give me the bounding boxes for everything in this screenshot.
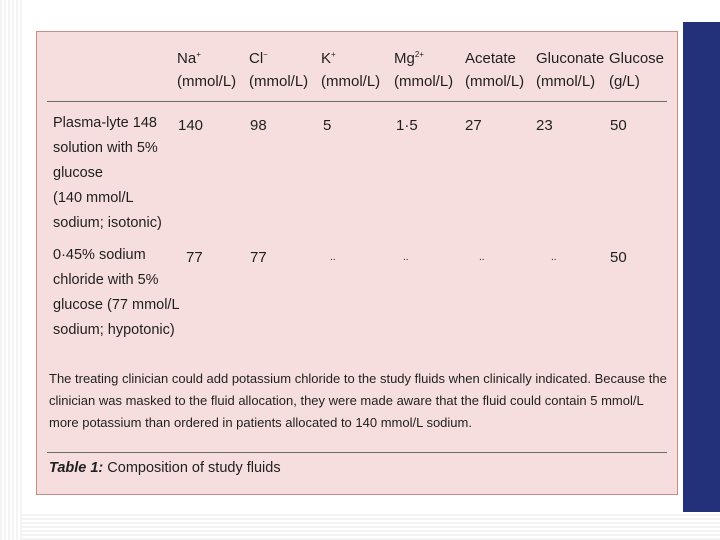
header-mg: $Mg^{2+}$ (mmol/L) xyxy=(394,50,454,90)
cell-sodium-chloride-acetate: .. xyxy=(479,252,485,263)
cell-sodium-chloride-cl: 77 xyxy=(250,249,267,266)
cell-plasmalyte-gluconate: 23 xyxy=(536,117,553,134)
cell-plasmalyte-na: 140 xyxy=(178,117,204,134)
cell-sodium-chloride-glucose: 50 xyxy=(610,249,627,266)
row-label-plasmalyte: Plasma-lyte 148 solution with 5% glucose (140 mmol/L sodium; isotonic) xyxy=(53,115,162,231)
bottom-margin-strip xyxy=(22,512,720,540)
table-card xyxy=(36,31,678,495)
table-footnote: The treating clinician could add potassium chloride to the study fluids when clinically indicated. Because the clinician was masked to the fluid allocation, they were made aware that the fluid could contain 5 mmol/L more potassium than ordered in patients allocated to 140 mmol/L sodium. xyxy=(49,371,667,430)
header-glucose: Glucose (g/L) xyxy=(609,50,665,90)
cell-plasmalyte-mg: 1·5 xyxy=(396,117,418,134)
right-bar-notch xyxy=(683,0,720,22)
header-cl: Cl− (mmol/L) xyxy=(249,50,309,90)
table-caption xyxy=(49,460,281,476)
cell-plasmalyte-acetate: 27 xyxy=(465,117,482,134)
header-k: K+ (mmol/L) xyxy=(321,50,381,90)
cell-plasmalyte-cl: 98 xyxy=(250,117,267,134)
cell-plasmalyte-k: 5 xyxy=(323,117,332,134)
header-acetate: Acetate (mmol/L) xyxy=(465,50,525,90)
caption-label: Table 1: xyxy=(49,460,104,476)
right-accent-bar xyxy=(683,0,720,540)
row-label-sodium-chloride: 0·45% sodium chloride with 5% glucose (77 mmol/L sodium; hypotonic) xyxy=(53,247,180,338)
cell-sodium-chloride-mg: .. xyxy=(403,252,409,263)
header-divider xyxy=(47,101,667,102)
caption-divider xyxy=(47,452,667,453)
header-na: Na+ (mmol/L) xyxy=(177,50,237,90)
left-margin-strip xyxy=(0,0,22,540)
header-gluconate: Gluconate (mmol/L) xyxy=(536,50,605,90)
cell-sodium-chloride-gluconate: .. xyxy=(551,252,557,263)
cell-sodium-chloride-na: 77 xyxy=(186,249,203,266)
cell-sodium-chloride-k: .. xyxy=(330,252,336,263)
cell-plasmalyte-glucose: 50 xyxy=(610,117,627,134)
caption-text: Composition of study fluids xyxy=(103,460,281,476)
